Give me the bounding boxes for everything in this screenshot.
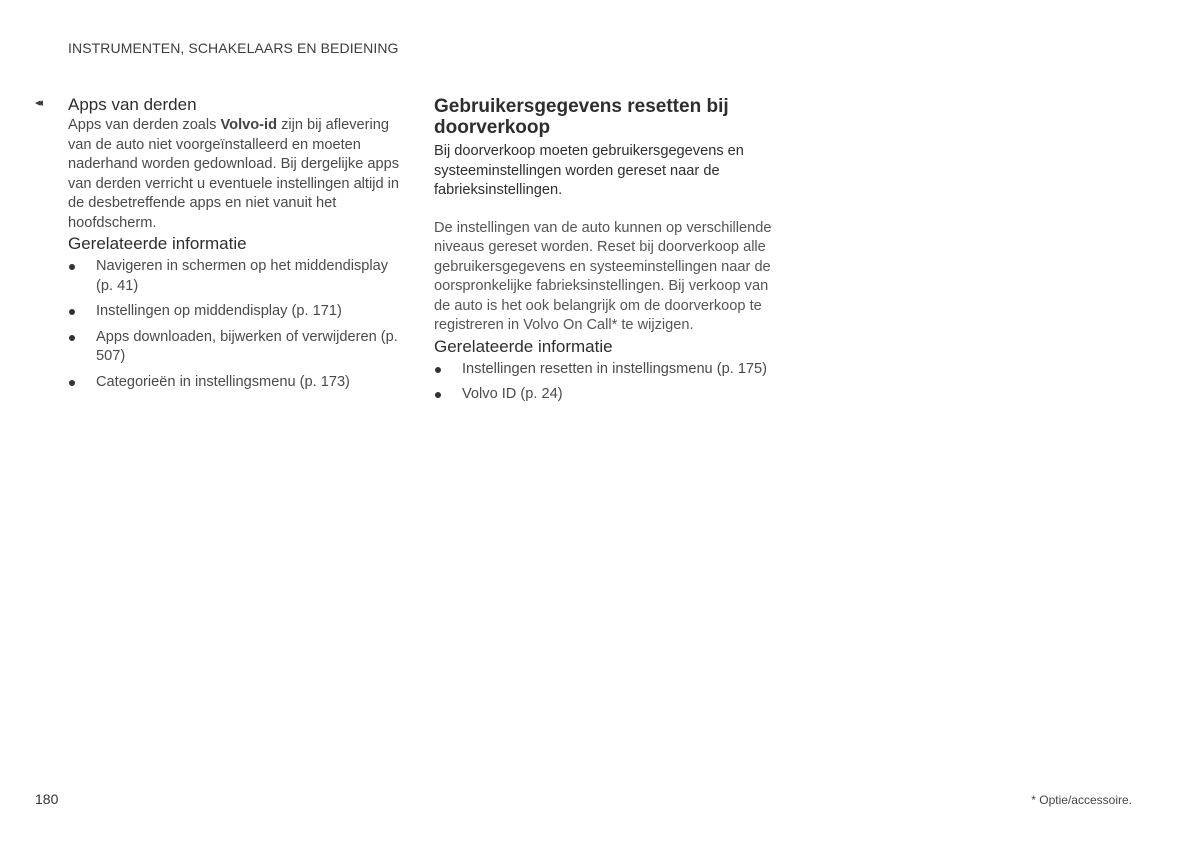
bullet-icon	[435, 367, 441, 373]
related-link[interactable]	[434, 360, 774, 380]
bullet-icon	[69, 380, 75, 386]
bullet-icon	[69, 264, 75, 270]
related-link-text: Categorieën in instellingsmenu (p. 173)	[96, 373, 350, 390]
related-link-text: Volvo ID (p. 24)	[462, 386, 563, 402]
intro-paragraph: Bij doorverkoop moeten gebruikersgegevens en systeeminstellingen worden gereset naar de fabrieksinstellingen.	[434, 143, 744, 198]
related-info-list	[434, 360, 774, 405]
related-info-heading: Gerelateerde informatie	[68, 234, 247, 253]
related-link-text: Navigeren in schermen op het middendisplay (p. 41)	[96, 258, 389, 294]
related-link-text: Instellingen resetten in instellingsmenu (p. 175)	[462, 360, 768, 377]
section-title-reset-user-data: Gebruikersgegevens resetten bij doorverkoop	[434, 96, 729, 138]
related-link[interactable]	[68, 373, 408, 393]
page-number: 180	[35, 791, 59, 807]
paragraph-text-cont: zijn bij aflevering van de auto niet voorgeïnstalleerd en moeten naderhand worden gedownload. Bij dergelijke apps van derden verricht u eventuele instellingen altijd in de desbetreffende apps en niet vanuit het hoofdscherm.	[68, 117, 400, 231]
right-column	[434, 94, 774, 411]
related-link-text: Apps downloaden, bijwerken of verwijderen (p. 507)	[96, 328, 398, 364]
related-link[interactable]	[68, 302, 408, 322]
left-column	[68, 94, 408, 398]
bullet-icon	[435, 392, 441, 398]
related-link[interactable]	[68, 257, 408, 296]
body-paragraph: De instellingen van de auto kunnen op verschillende niveaus gereset worden. Reset bij doorverkoop alle gebruikersgegevens en systeeminstellingen naar de oorspronkelijke fabrieksinstellingen. Bij verkoop van de auto is het ook belangrijk om de doorverkoop te registreren in Volvo On Call* te wijzigen.	[434, 219, 772, 333]
related-link[interactable]	[434, 385, 774, 405]
bullet-icon	[69, 335, 75, 341]
related-link-text: Instellingen op middendisplay (p. 171)	[96, 303, 342, 319]
bullet-icon	[69, 309, 75, 315]
third-party-apps-paragraph	[68, 116, 408, 233]
brand-volvo-id: Volvo-id	[220, 117, 278, 133]
related-info-heading: Gerelateerde informatie	[434, 336, 613, 356]
section-heading-third-party-apps: Apps van derden	[68, 95, 197, 114]
footnote: * Optie/accessoire.	[1031, 793, 1132, 807]
related-info-list	[68, 257, 408, 392]
running-header: INSTRUMENTEN, SCHAKELAARS EN BEDIENING	[68, 40, 399, 56]
continued-icon: ◂◂	[35, 97, 41, 109]
paragraph-text: Apps van derden zoals	[68, 117, 221, 133]
related-link[interactable]	[68, 328, 408, 367]
